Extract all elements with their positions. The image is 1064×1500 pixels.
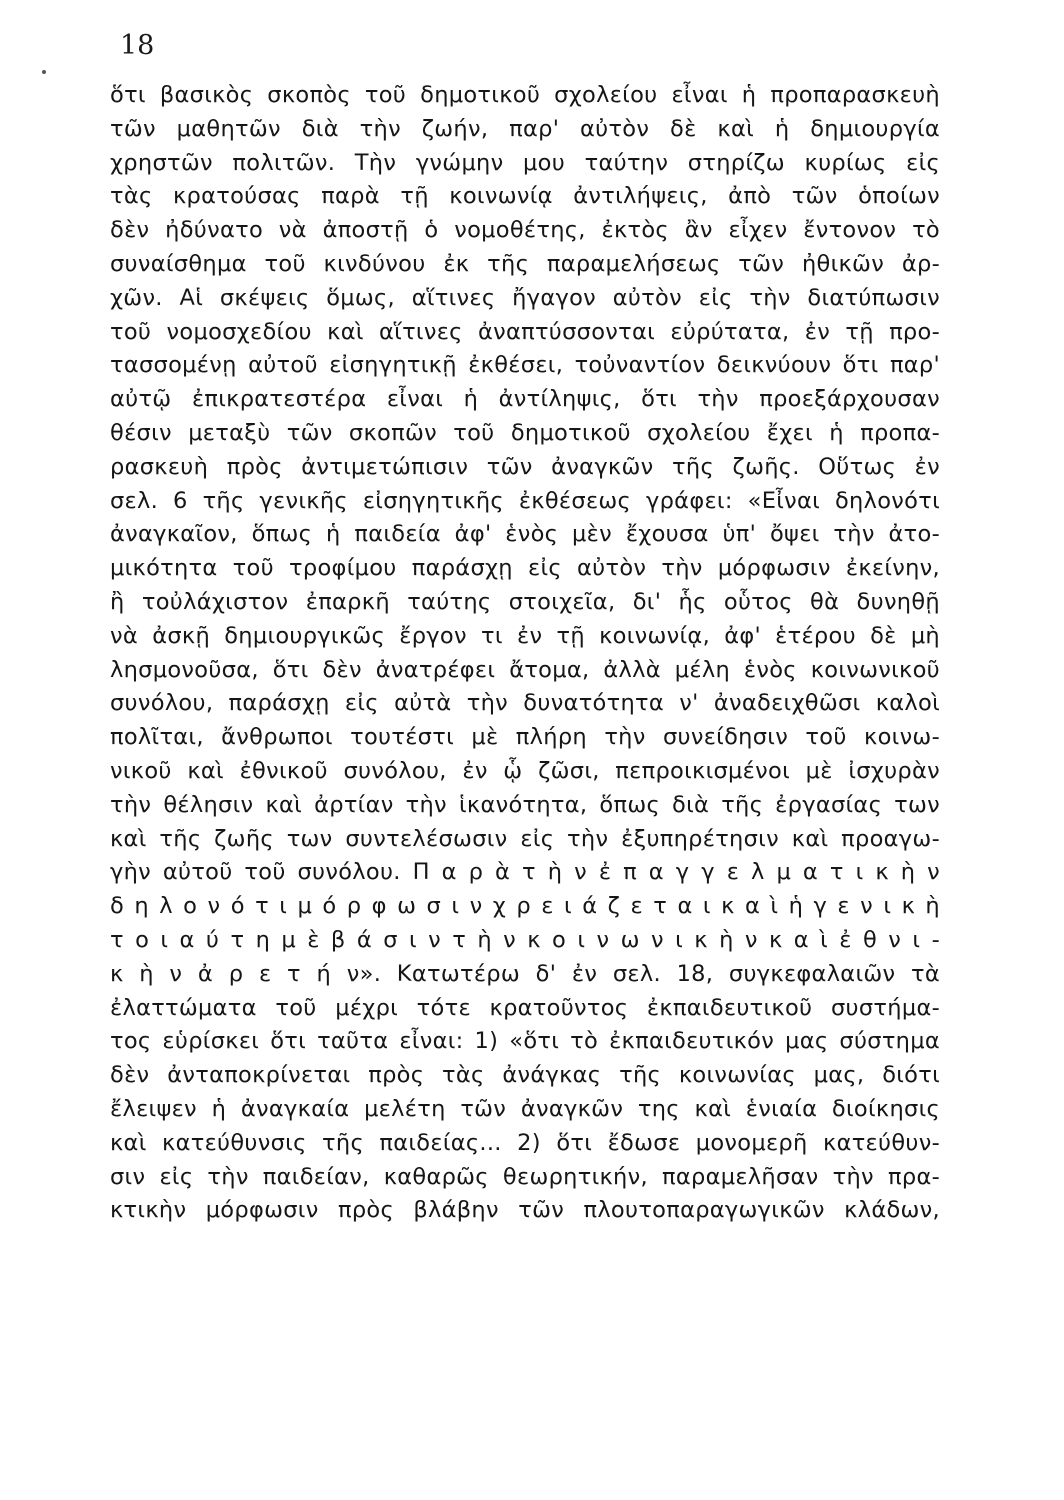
text-line: τὴν θέλησιν καὶ ἀρτίαν τὴν ἱκανότητα, ὅπως διὰ τῆς ἐργασίας των xyxy=(110,791,940,818)
text-line: λησμονοῦσα, ὅτι δὲν ἀνατρέφει ἄτομα, ἀλλὰ μέλη ἑνὸς κοινωνικοῦ xyxy=(110,656,940,683)
body-text xyxy=(110,79,940,1228)
text-line: κτικὴν μόρφωσιν πρὸς βλάβην τῶν πλουτοπαραγωγικῶν κλάδων, xyxy=(110,1197,940,1224)
text-line: τὰς κρατούσας παρὰ τῇ κοινωνίᾳ ἀντιλήψεις, ἀπὸ τῶν ὁποίων xyxy=(110,183,940,210)
text-line: καὶ τῆς ζωῆς των συντελέσωσιν εἰς τὴν ἐξυπηρέτησιν καὶ προαγω- xyxy=(110,825,940,852)
text-line: δ η λ ο ν ό τ ι μ ό ρ φ ω σ ι ν χ ρ ε ι ά ζ ε τ α ι κ α ὶ ἡ γ ε ν ι κ ὴ xyxy=(110,893,940,920)
text-line: σελ. 6 τῆς γενικῆς εἰσηγητικῆς ἐκθέσεως γράφει: «Εἶναι δηλονότι xyxy=(110,487,940,514)
text-line: γὴν αὐτοῦ τοῦ συνόλου. Π α ρ ὰ τ ὴ ν ἐ π α γ γ ε λ μ α τ ι κ ὴ ν xyxy=(110,859,940,886)
text-line: δὲν ἀνταποκρίνεται πρὸς τὰς ἀνάγκας τῆς κοινωνίας μας, διότι xyxy=(110,1062,940,1089)
text-line: κ ὴ ν ἀ ρ ε τ ή ν». Κατωτέρω δ' ἐν σελ. 18, συγκεφαλαιῶν τὰ xyxy=(110,960,940,987)
text-line: συναίσθημα τοῦ κινδύνου ἐκ τῆς παραμελήσεως τῶν ἠθικῶν ἀρ- xyxy=(110,250,940,277)
text-line: τασσομένῃ αὐτοῦ εἰσηγητικῇ ἐκθέσει, τοὐναντίον δεικνύουν ὅτι παρ' xyxy=(110,352,940,379)
text-line: χῶν. Αἱ σκέψεις ὅμως, αἵτινες ἤγαγον αὐτὸν εἰς τὴν διατύπωσιν xyxy=(110,284,940,311)
text-line: τοῦ νομοσχεδίου καὶ αἵτινες ἀναπτύσσονται εὐρύτατα, ἐν τῇ προ- xyxy=(110,318,940,345)
text-line: τῶν μαθητῶν διὰ τὴν ζωήν, παρ' αὐτὸν δὲ καὶ ἡ δημιουργία xyxy=(110,115,940,142)
text-line: ὅτι βασικὸς σκοπὸς τοῦ δημοτικοῦ σχολείου εἶναι ἡ προπαρασκευὴ xyxy=(110,82,940,108)
text-line: καὶ κατεύθυνσις τῆς παιδείας... 2) ὅτι ἔδωσε μονομερῆ κατεύθυν- xyxy=(110,1129,940,1156)
text-line: ἔλειψεν ἡ ἀναγκαία μελέτη τῶν ἀναγκῶν της καὶ ἑνιαία διοίκησις xyxy=(110,1095,940,1122)
page-number: 18 xyxy=(120,30,155,61)
text-line: ἀναγκαῖον, ὅπως ἡ παιδεία ἀφ' ἑνὸς μὲν ἔχουσα ὑπ' ὄψει τὴν ἀτο- xyxy=(110,521,940,548)
text-line: δὲν ἠδύνατο νὰ ἀποστῇ ὁ νομοθέτης, ἐκτὸς ἂν εἶχεν ἔντονον τὸ xyxy=(110,217,940,244)
text-line: ἐλαττώματα τοῦ μέχρι τότε κρατοῦντος ἐκπαιδευτικοῦ συστήμα- xyxy=(110,994,940,1021)
text-line: σιν εἰς τὴν παιδείαν, καθαρῶς θεωρητικήν, παραμελῆσαν τὴν πρα- xyxy=(110,1163,940,1190)
text-line: νὰ ἀσκῇ δημιουργικῶς ἔργον τι ἐν τῇ κοινωνίᾳ, ἀφ' ἑτέρου δὲ μὴ xyxy=(110,622,940,649)
text-line: πολῖται, ἄνθρωποι τουτέστι μὲ πλήρη τὴν συνείδησιν τοῦ κοινω- xyxy=(110,724,940,751)
text-line: αὐτῷ ἐπικρατεστέρα εἶναι ἡ ἀντίληψις, ὅτι τὴν προεξάρχουσαν xyxy=(110,386,940,413)
text-line: χρηστῶν πολιτῶν. Τὴν γνώμην μου ταύτην στηρίζω κυρίως εἰς xyxy=(110,149,940,176)
text-line: μικότητα τοῦ τροφίμου παράσχῃ εἰς αὐτὸν τὴν μόρφωσιν ἐκείνην, xyxy=(110,555,940,582)
text-line: τος εὑρίσκει ὅτι ταῦτα εἶναι: 1) «ὅτι τὸ ἐκπαιδευτικόν μας σύστημα xyxy=(110,1028,940,1055)
text-line: τ ο ι α ύ τ η μ ὲ β ά σ ι ν τ ὴ ν κ ο ι ν ω ν ι κ ὴ ν κ α ὶ ἐ θ ν ι - xyxy=(110,926,940,953)
text-line: ρασκευὴ πρὸς ἀντιμετώπισιν τῶν ἀναγκῶν τῆς ζωῆς. Οὕτως ἐν xyxy=(110,453,940,480)
text-line: συνόλου, παράσχῃ εἰς αὐτὰ τὴν δυνατότητα ν' ἀναδειχθῶσι καλοὶ xyxy=(110,690,940,717)
text-line: νικοῦ καὶ ἐθνικοῦ συνόλου, ἐν ᾧ ζῶσι, πεπροικισμένοι μὲ ἰσχυρὰν xyxy=(110,757,940,784)
text-line: ἢ τοὐλάχιστον ἐπαρκῆ ταύτης στοιχεῖα, δι' ἧς οὗτος θὰ δυνηθῇ xyxy=(110,588,940,615)
text-line: θέσιν μεταξὺ τῶν σκοπῶν τοῦ δημοτικοῦ σχολείου ἔχει ἡ προπα- xyxy=(110,419,940,446)
ink-speck xyxy=(42,70,46,74)
